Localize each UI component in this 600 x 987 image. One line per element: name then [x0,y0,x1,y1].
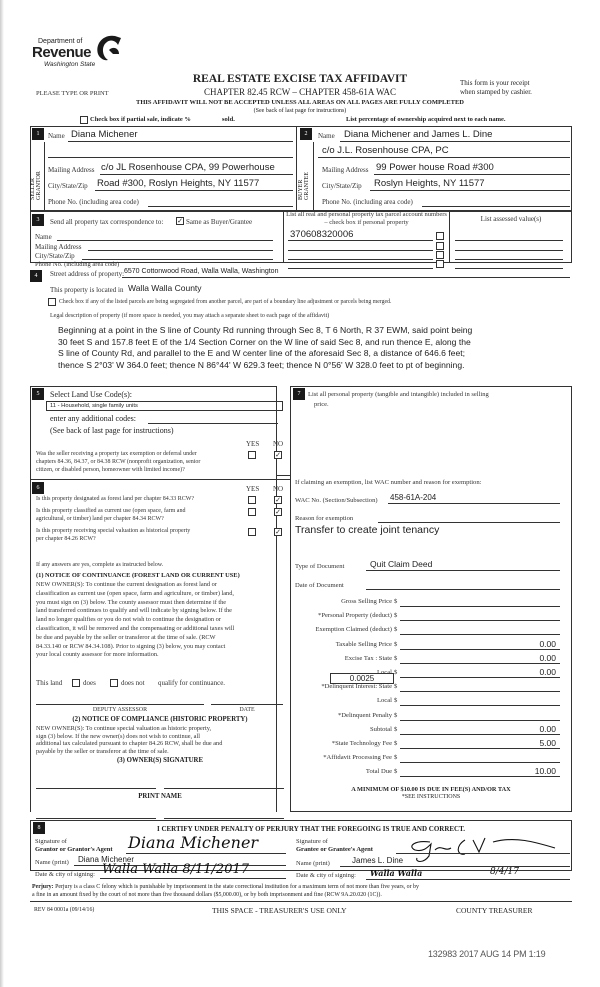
logo-text: Revenue [32,44,92,61]
current-use-question [36,507,185,523]
treasurer-stamp: 132983 2017 AUG 14 PM 1:19 [428,949,546,959]
fee-label: *Delinquent Interest: State [321,683,392,691]
receipt-note: This form is your receipt [460,79,530,87]
section-number: 2 [300,128,312,140]
mailing-label: Mailing Address [322,166,369,174]
section-number: 6 [32,482,44,494]
text-line: additional tax calculated pursuant to chapter 84.26 RCW, shall be due and [36,740,223,747]
perjury-notice [32,884,419,899]
doc-type-label: Type of Document [295,563,345,570]
q5-no-checkbox[interactable]: ✓ [275,451,281,459]
buyer-phone-field[interactable] [422,206,570,207]
assessed-value-field[interactable] [455,268,563,269]
dollar-sign: $ [394,598,398,605]
send-correspondence-label: Send all property tax correspondence to: [50,218,164,226]
fee-label: *State Technology Fee [331,740,392,747]
additional-codes-field[interactable] [148,423,278,424]
text-line: land transferred continues to qualify and will indicate by signing below. If the [36,607,232,615]
grantee-print-name[interactable]: James L. Dine [352,856,404,865]
perjury-bold: Perjury: [32,884,54,890]
local-rate-field[interactable]: 0.0025 [330,673,394,684]
personal-property-checkbox[interactable] [436,242,444,250]
dollar-sign: $ [394,640,398,648]
minimum-notice: A MINIMUM OF $10.00 IS DUE IN FEE(S) AND/OR TAX [351,786,511,793]
seller-phone-field[interactable] [148,206,293,207]
phone-label: Phone No. (including area code) [48,198,139,206]
historic-no-checkbox[interactable]: ✓ [275,528,281,536]
fee-label: Exemption Claimed (deduct) [315,626,392,634]
doc-date-label: Date of Document [295,582,344,589]
q5-yes-checkbox[interactable] [248,451,256,459]
question-line: per chapter 84.26 RCW? [36,536,96,542]
signature-of-label: Signature of [35,838,67,845]
please-print: PLEASE TYPE OR PRINT [36,90,109,97]
see-back-note: (See back of last page for instructions) [50,426,174,435]
buyer-name-field[interactable]: Diana Michener and James L. Dine [344,129,493,140]
print-name-field[interactable] [164,818,284,819]
owner-signature-field[interactable] [164,788,284,789]
dollar-sign: $ [394,768,398,776]
name-label: Name [35,233,52,241]
county-treasurer-label: COUNTY TREASURER [456,906,533,915]
qualify-label: qualify for continuance. [158,679,226,687]
historic-question [36,527,190,543]
date-city-label: Date & city of signing: [296,872,356,879]
text-line: you must sign on (3) below. The county assessor must then determine if the [36,598,227,606]
question-line: agricultural, or timber) land per chapter 84.34 RCW? [36,516,164,522]
personal-property-label [308,390,489,410]
question-line: Is this property receiving special valuation as historical property [36,528,191,534]
partial-sale-checkbox[interactable] [80,116,88,124]
text-line: a fine in an amount fixed by the court of not more than five thousand dollars ($5,000.00), or by both imprisonment and fine (RCW 9A.20.020 (1C)). [32,891,382,898]
buyer-mail-field[interactable]: 99 Power house Road #300 [376,162,494,173]
phone-label: Phone No. (including area code) [35,261,120,268]
legal-line: S line of County Rd, and parallel to the E and W center line of the aforesaid Sec 8, a distance of 646.6 feet; [58,348,466,358]
question-line: citizen, or disabled person, homeowner with limited income)? [36,467,185,473]
ownership-note: List percentage of ownership acquired next to each name. [346,116,506,123]
legal-description[interactable] [58,325,472,371]
date-city-label: Date & city of signing: [35,871,95,878]
section-number: 3 [32,214,44,226]
text-line: List all personal property (tangible and intangible) included in selling [308,391,489,398]
certify-statement: I CERTIFY UNDER PENALTY OF PERJURY THAT THE FOREGOING IS TRUE AND CORRECT. [156,825,465,833]
assessor-date-field[interactable] [211,704,283,705]
reason-field[interactable]: Transfer to create joint tenancy [295,524,440,536]
personal-property-checkbox[interactable] [436,260,444,268]
dollar-sign: $ [394,740,398,747]
fee-label: Taxable Selling Price [335,640,392,648]
wac-label: WAC No. (Section/Subsection) [295,497,378,504]
owner-signature-title: (3) OWNER(S) SIGNATURE [117,757,203,764]
dollar-sign: $ [394,612,398,620]
text-line: your local county assessor for more information. [36,651,159,659]
doc-date-field[interactable] [366,589,560,590]
mailing-label: Mailing Address [48,166,95,174]
doc-type-field[interactable]: Quit Claim Deed [370,559,433,569]
name-label: Name [48,132,65,140]
continuance-text [36,581,234,660]
compliance-text [36,725,222,755]
buyer-city-field[interactable]: Roslyn Heights, NY 11577 [374,178,485,189]
mailing-label: Mailing Address [35,243,82,251]
phone-label: Phone No. (including area code) [322,198,413,206]
fee-label: *Delinquent Penalty [337,711,392,719]
no-header: NO [273,440,284,448]
fee-label: *Personal Property (deduct) [318,612,392,620]
fee-label: Local [376,669,392,676]
text-line: classification as current use (open space, farm and agriculture, or timber) land, [36,589,234,597]
forest-no-checkbox[interactable]: ✓ [275,496,281,504]
does-label: does [83,679,96,687]
print-name-field[interactable] [36,818,156,819]
personal-property-checkbox[interactable] [436,232,444,240]
fee-label: Excise Tax : State [344,654,392,662]
exemption-label: If claiming an exemption, list WAC number and reason for exemption: [295,479,482,486]
wac-field[interactable]: 458-61A-204 [390,493,437,502]
logo-text: Department of [38,38,83,45]
seller-name-field[interactable]: Diana Michener [71,129,138,140]
text-line: NEW OWNER(S): To continue the current designation as forest land or [36,581,217,588]
section-number: 8 [33,822,45,834]
same-as-buyer-label: Same as Buyer/Grantee [186,218,253,226]
land-use-select[interactable]: 11 - Household, single family units [46,401,283,411]
legal-line: Beginning at a point in the S line of County Rd running through Sec 8, T 6 North, R 37 EWM, said point being [58,325,473,335]
print-name-title: PRINT NAME [138,793,182,800]
parcel-number-field[interactable]: 370608320006 [290,229,354,240]
fee-label: Total Due [365,768,392,776]
text-line: land no longer qualifies or you do not wish to continue the designation or [36,616,221,624]
grantor-print-name[interactable]: Diana Michener [78,855,135,864]
text-line: NEW OWNER(S): To continue special valuation as historic property, [36,725,212,732]
segregated-checkbox[interactable] [48,298,56,306]
historic-yes-checkbox[interactable] [248,528,256,536]
this-land-label: This land [36,679,63,687]
dollar-sign: $ [394,626,398,634]
city-label: City/State/Zip [322,182,362,190]
legal-line: 30 feet S and 157.8 feet E of the 1/4 Section Corner on the W line of said Sec 8, and run thence E, along the [58,336,471,347]
section-number: 1 [32,128,44,140]
personal-property-checkbox[interactable] [436,251,444,259]
partial-sale-label: Check box if partial sale, indicate % [90,116,191,123]
see-back: (See back of last page for instructions) [253,108,347,114]
buyer-grantee-label: BUYER GRANTEE [298,172,310,200]
text-line: price. [314,401,329,408]
fee-label: Subtotal [370,725,392,733]
yes-header: YES [246,440,260,448]
treasurer-space-label: THIS SPACE - TREASURER'S USE ONLY [212,906,347,915]
compliance-title: (2) NOTICE OF COMPLIANCE (HISTORIC PROPERTY) [72,716,248,723]
grantee-agent-label: Grantee or Grantee's Agent [296,846,373,853]
forest-yes-checkbox[interactable] [248,496,256,504]
see-instructions: *SEE INSTRUCTIONS [401,794,461,800]
receipt-note: when stamped by cashier. [460,88,532,96]
same-as-buyer-checkbox[interactable]: ✓ [177,217,183,225]
corr-mail-field[interactable] [88,250,273,251]
city-label: City/State/Zip [48,182,88,190]
section-number: 4 [30,270,42,282]
fee-value-field[interactable]: 5.00 [539,738,556,748]
fee-value-field[interactable]: 0.00 [539,638,556,649]
form-id: REV 84 0001a (09/14/16) [34,907,95,913]
yes-header: YES [246,485,260,493]
dollar-sign: $ [394,711,398,719]
text-line: classification, it will be removed and the compensating or additional taxes will [36,624,235,632]
current-use-yes-checkbox[interactable] [248,508,256,516]
if-yes-note: If any answers are yes, complete as instructed below. [36,562,164,568]
grantor-signature[interactable]: Diana Michener [128,833,259,852]
fee-label: Gross Selling Price [341,598,392,605]
land-use-label: Select Land Use Code(s): [50,390,132,399]
assessed-header: List assessed value(s) [480,215,542,223]
assessed-value-field[interactable] [455,240,563,241]
no-header: NO [273,485,284,493]
dollar-sign: $ [394,697,398,705]
question-line: Is this property classified as current use (open space, farm and [36,508,186,514]
name-print-label: Name (print) [296,860,330,867]
deputy-assessor-signature[interactable] [36,704,204,705]
segregated-label: Check box if any of the listed parcels are being segregated from another parcel, are part of a boundary line adjustment or parcels being merged. [59,299,392,305]
street-address-field[interactable]: 6570 Cottonwood Road, Walla Walla, Washington [124,268,279,275]
section-number: 7 [293,388,305,400]
dollar-sign: $ [394,683,398,691]
grantee-signature[interactable] [395,832,565,866]
form-subtitle: CHAPTER 82.45 RCW – CHAPTER 458-61A WAC [204,87,396,97]
name-print-label: Name (print) [35,859,69,866]
seller-grantor-label: SELLER GRANTOR [30,171,42,200]
city-label: City/State/Zip [35,252,75,260]
fee-value-field[interactable]: 10.00 [534,766,556,777]
reason-label: Reason for exemption [295,515,354,522]
assessed-value-field[interactable] [455,250,563,251]
text-line: sign (3) below. If the new owner(s) does not wish to continue, all [36,732,200,740]
sold-label: sold. [222,116,235,123]
assessed-value-field[interactable] [455,259,563,260]
continuance-title: (1) NOTICE OF CONTINUANCE (FOREST LAND OR CURRENT USE) [36,572,240,579]
logo-text: Washington State [44,61,96,68]
grantor-date-city[interactable]: Walla Walla 8/11/2017 [102,862,250,877]
located-label: This property is located in [50,286,124,294]
text-line: be due and payable by the seller or transferor at the time of sale. (RCW [36,633,216,641]
dollar-sign: $ [394,725,398,733]
text-line: 84.33.140 or RCW 84.34.108). Prior to signing (3) below, you may contact [36,642,226,650]
completion-notice: THIS AFFIDAVIT WILL NOT BE ACCEPTED UNLESS ALL AREAS ON ALL PAGES ARE FULLY COMPLETED [136,99,464,106]
forest-question: Is this property designated as forest land per chapter 84.33 RCW? [36,496,195,502]
current-use-no-checkbox[interactable]: ✓ [275,508,281,516]
fee-label: *Affidavit Processing Fee [323,754,392,762]
county-field[interactable]: Walla Walla County [128,283,202,293]
text-line: payable by the seller or transferor at the time of sale. [36,747,169,755]
does-not-label: does not [121,679,145,687]
signature-of-label: Signature of [296,838,328,845]
buyer-name2-field[interactable]: c/o J.L. Rosenhouse CPA, PC [322,145,449,156]
fee-value-field[interactable]: 0.00 [539,723,556,734]
dollar-sign: $ [394,669,398,676]
does-not-checkbox[interactable] [110,679,118,687]
seller-mail-field[interactable]: c/o JL Rosenhouse CPA, 99 Powerhouse [101,162,275,173]
fee-value-field[interactable]: 0.00 [539,652,556,663]
dollar-sign: $ [394,654,398,662]
legal-label: Legal description of property (if more space is needed, you may attach a separate sheet to each page of the affidavit) [50,313,330,319]
corr-name-field[interactable] [57,240,273,241]
street-label: Street address of property: [50,270,125,278]
grantee-city[interactable]: Walla Walla [370,868,423,878]
date-label: DATE [239,707,255,713]
owner-signature-field[interactable] [36,788,156,789]
grantee-date[interactable]: 8/4/17 [490,867,519,877]
form-title: REAL ESTATE EXCISE TAX AFFIDAVIT [192,73,408,85]
fee-value-field[interactable]: 0.00 [539,667,556,677]
corr-city-field[interactable] [82,259,273,260]
legal-line: thence S 2°03' W 364.0 feet; thence N 86°44' W 629.3 feet; thence N 0°56' W 328.0 feet to pt of beginning. [58,359,465,370]
seller-city-field[interactable]: Road #300, Roslyn Heights, NY 11577 [97,178,260,189]
section-number: 5 [32,388,44,400]
exemption-question [36,450,200,474]
fee-label: Local [376,697,392,705]
dollar-sign: $ [394,754,398,762]
question-line: Was the seller receiving a property tax exemption or deferral under [36,451,197,457]
deputy-label: DEPUTY ASSESSOR [92,707,148,713]
text-line: Perjury is a class C felony which is punishable by imprisonment in the state correctional institution for a maximum term of not more than five years, or by [53,884,419,890]
name-label: Name [318,132,335,140]
does-checkbox[interactable] [72,679,80,687]
question-line: chapters 84.36, 84.37, or 84.38 RCW (nonprofit organization, senior [36,459,201,465]
parcel-header: List all real and personal property tax parcel account numbers – check box if personal property [286,211,447,226]
grantor-agent-label: Grantor or Grantor's Agent [35,846,113,853]
additional-codes-label: enter any additional codes: [50,414,136,423]
dor-swirl-icon [93,32,123,62]
